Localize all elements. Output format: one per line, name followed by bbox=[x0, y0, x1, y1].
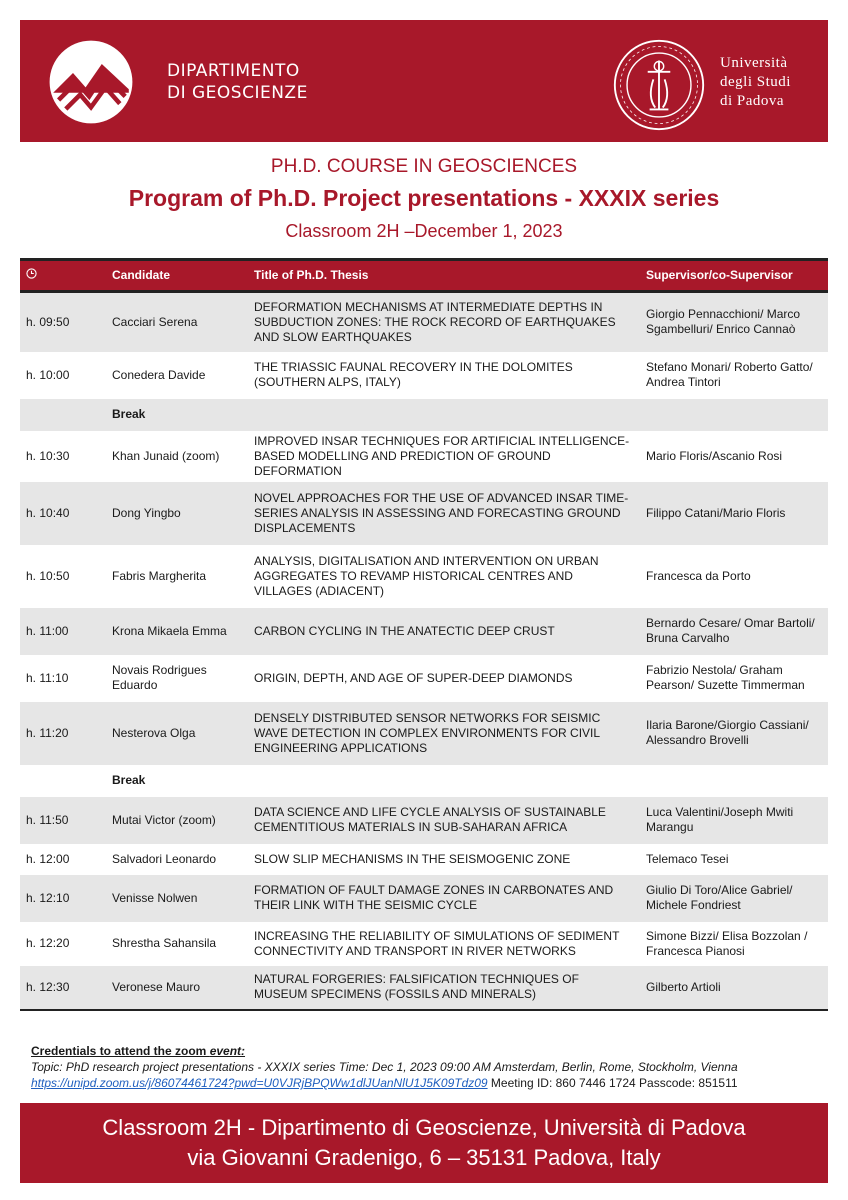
time-cell: h. 11:10 bbox=[26, 670, 69, 685]
time-cell: h. 09:50 bbox=[26, 314, 70, 329]
zoom-meeting-info: Meeting ID: 860 7446 1724 Passcode: 851511 bbox=[487, 1076, 738, 1090]
footer-line1: Classroom 2H - Dipartimento di Geoscienze, Università di Padova bbox=[102, 1115, 746, 1140]
table-row bbox=[20, 482, 828, 545]
time-cell: h. 12:30 bbox=[20, 966, 106, 1010]
supervisor-cell: Telemaco Tesei bbox=[646, 851, 729, 866]
time-cell: h. 11:50 bbox=[26, 812, 69, 827]
candidate-cell: Mutai Victor (zoom) bbox=[112, 812, 216, 827]
thesis-title-cell: DENSELY DISTRIBUTED SENSOR NETWORKS FOR SEISMIC WAVE DETECTION IN COMPLEX ENVIRONMENTS FOR CIVIL ENGINEERING APPLICATIONS bbox=[254, 710, 601, 755]
candidate-cell: Conedera Davide bbox=[112, 367, 206, 382]
time-cell: h. 10:30 bbox=[26, 448, 70, 463]
schedule-table bbox=[20, 258, 828, 1011]
time-cell bbox=[20, 399, 106, 431]
clock-icon bbox=[26, 268, 37, 279]
candidate-cell: Krona Mikaela Emma bbox=[112, 623, 227, 638]
supervisor-cell bbox=[640, 399, 828, 431]
university-name-line1: Università bbox=[720, 55, 788, 71]
candidate-cell: Venisse Nolwen bbox=[112, 890, 198, 905]
table-row bbox=[20, 545, 828, 608]
thesis-title-cell: FORMATION OF FAULT DAMAGE ZONES IN CARBONATES AND THEIR LINK WITH THE SEISMIC CYCLE bbox=[254, 883, 614, 912]
title-column-header: Title of Ph.D. Thesis bbox=[248, 260, 640, 292]
thesis-title-cell: NOVEL APPROACHES FOR THE USE OF ADVANCED INSAR TIME-SERIES ANALYSIS IN ASSESSING AND FORECASTING GROUND DISPLACEMENTS bbox=[254, 490, 629, 535]
break-row bbox=[20, 399, 828, 431]
footer-line2: via Giovanni Gradenigo, 6 – 35131 Padova, Italy bbox=[187, 1145, 661, 1170]
supervisor-cell: Gilberto Artioli bbox=[640, 966, 828, 1010]
time-cell bbox=[20, 765, 106, 797]
thesis-title-cell bbox=[248, 399, 640, 431]
supervisor-cell: Luca Valentini/Joseph Mwiti Marangu bbox=[646, 805, 794, 834]
supervisor-cell: Bernardo Cesare/ Omar Bartoli/ Bruna Carvalho bbox=[646, 616, 815, 645]
candidate-cell: Novais Rodrigues Eduardo bbox=[112, 663, 207, 692]
time-cell: h. 10:40 bbox=[26, 505, 70, 520]
zoom-heading-text: Credentials to attend the zoom bbox=[31, 1044, 210, 1058]
zoom-heading bbox=[31, 1043, 821, 1059]
time-cell: h. 11:00 bbox=[26, 623, 69, 638]
course-title: PH.D. COURSE IN GEOSCIENCES bbox=[270, 156, 578, 177]
candidate-cell: Break bbox=[112, 773, 146, 787]
break-row bbox=[20, 765, 828, 797]
thesis-title-cell: CARBON CYCLING IN THE ANATECTIC DEEP CRUST bbox=[254, 623, 555, 638]
thesis-title-cell bbox=[248, 765, 640, 797]
thesis-title-cell: THE TRIASSIC FAUNAL RECOVERY IN THE DOLOMITES (SOUTHERN ALPS, ITALY) bbox=[254, 360, 573, 389]
table-row bbox=[20, 797, 828, 844]
supervisor-cell: Stefano Monari/ Roberto Gatto/ Andrea Tintori bbox=[646, 360, 813, 389]
candidate-cell: Break bbox=[112, 407, 146, 421]
table-header-row bbox=[20, 260, 828, 292]
supervisor-cell: Fabrizio Nestola/ Graham Pearson/ Suzette Timmerman bbox=[646, 663, 805, 692]
supervisor-cell: Francesca da Porto bbox=[646, 568, 751, 583]
time-cell: h. 10:00 bbox=[26, 367, 70, 382]
table-row bbox=[20, 352, 828, 399]
zoom-credentials bbox=[31, 1043, 821, 1091]
program-title: Program of Ph.D. Project presentations - XXXIX series bbox=[128, 185, 720, 211]
title-block bbox=[0, 155, 848, 243]
supervisor-column-header: Supervisor/co-Supervisor bbox=[640, 260, 828, 292]
supervisor-cell: Giulio Di Toro/Alice Gabriel/ Michele Fondriest bbox=[646, 883, 793, 912]
candidate-cell: Dong Yingbo bbox=[112, 505, 181, 520]
time-cell: h. 12:10 bbox=[26, 890, 70, 905]
table-row bbox=[20, 431, 828, 482]
zoom-link-line bbox=[31, 1075, 821, 1091]
candidate-cell: Veronese Mauro bbox=[106, 966, 248, 1010]
table-row bbox=[20, 922, 828, 966]
thesis-title-cell: DATA SCIENCE AND LIFE CYCLE ANALYSIS OF SUSTAINABLE CEMENTITIOUS MATERIALS IN SUB-SAHARAN AFRICA bbox=[254, 805, 606, 834]
thesis-title-cell: INCREASING THE RELIABILITY OF SIMULATIONS OF SEDIMENT CONNECTIVITY AND TRANSPORT IN RIVER NETWORKS bbox=[254, 928, 620, 958]
thesis-title-cell: IMPROVED INSAR TECHNIQUES FOR ARTIFICIAL INTELLIGENCE-BASED MODELLING AND PREDICTION OF GROUND DEFORMATION bbox=[254, 433, 630, 478]
time-cell: h. 12:00 bbox=[26, 851, 70, 866]
thesis-title-cell: NATURAL FORGERIES: FALSIFICATION TECHNIQUES OF MUSEUM SPECIMENS (FOSSILS AND MINERALS) bbox=[248, 966, 640, 1010]
zoom-topic: Topic: PhD research project presentations - XXXIX series Time: Dec 1, 2023 09:00 AM Amsterdam, Berlin, Rome, Stockholm, Vienna bbox=[31, 1060, 738, 1074]
table-row bbox=[20, 292, 828, 352]
time-cell: h. 10:50 bbox=[26, 568, 70, 583]
time-cell: h. 11:20 bbox=[26, 725, 69, 740]
schedule-body bbox=[20, 292, 828, 1010]
candidate-column-header: Candidate bbox=[106, 260, 248, 292]
zoom-meeting-link[interactable]: https://unipd.zoom.us/j/86074461724?pwd=U0VJRjBPQWw1dlJUanNlU1J5K09Tdz09 bbox=[31, 1076, 488, 1090]
candidate-cell: Cacciari Serena bbox=[112, 314, 198, 329]
supervisor-cell: Mario Floris/Ascanio Rosi bbox=[646, 448, 783, 463]
department-name-line2: DI GEOSCIENZE bbox=[167, 83, 308, 103]
thesis-title-cell: DEFORMATION MECHANISMS AT INTERMEDIATE DEPTHS IN SUBDUCTION ZONES: THE ROCK RECORD OF EARTHQUAKES AND SLOW EARTHQUAKES bbox=[254, 299, 616, 344]
candidate-cell: Fabris Margherita bbox=[112, 568, 207, 583]
table-row bbox=[20, 875, 828, 922]
table-row bbox=[20, 608, 828, 655]
time-cell: h. 12:20 bbox=[26, 936, 70, 950]
time-column-header bbox=[20, 260, 106, 292]
candidate-cell: Salvadori Leonardo bbox=[112, 851, 217, 866]
footer-band bbox=[20, 1103, 828, 1183]
table-row bbox=[20, 655, 828, 702]
header-band bbox=[20, 20, 828, 142]
candidate-cell: Nesterova Olga bbox=[112, 725, 196, 740]
thesis-title-cell: ANALYSIS, DIGITALISATION AND INTERVENTION ON URBAN AGGREGATES TO REVAMP HISTORICAL CENTRES AND VILLAGES (ADIACENT) bbox=[254, 553, 599, 598]
university-seal-icon bbox=[612, 38, 706, 132]
supervisor-cell: Filippo Catani/Mario Floris bbox=[646, 505, 786, 520]
candidate-cell: Khan Junaid (zoom) bbox=[112, 448, 220, 463]
department-name bbox=[167, 60, 308, 104]
zoom-heading-emphasis: event: bbox=[209, 1044, 246, 1058]
supervisor-cell: Giorgio Pennacchioni/ Marco Sgambelluri/ Enrico Cannaò bbox=[646, 307, 801, 337]
thesis-title-cell: ORIGIN, DEPTH, AND AGE OF SUPER-DEEP DIAMONDS bbox=[254, 670, 573, 685]
university-name bbox=[720, 54, 791, 111]
table-row bbox=[20, 966, 828, 1010]
thesis-title-cell: SLOW SLIP MECHANISMS IN THE SEISMOGENIC ZONE bbox=[254, 851, 571, 866]
department-name-line1: DIPARTIMENTO bbox=[167, 61, 300, 81]
table-row bbox=[20, 702, 828, 765]
university-name-line2: degli Studi bbox=[720, 74, 791, 90]
department-logo-icon bbox=[46, 37, 136, 127]
supervisor-cell bbox=[640, 765, 828, 797]
supervisor-cell: Ilaria Barone/Giorgio Cassiani/ Alessandro Brovelli bbox=[646, 718, 809, 747]
supervisor-cell: Simone Bizzi/ Elisa Bozzolan / Francesca Pianosi bbox=[646, 928, 808, 958]
university-name-line3: di Padova bbox=[720, 93, 785, 109]
table-row bbox=[20, 844, 828, 875]
candidate-cell: Shrestha Sahansila bbox=[112, 936, 217, 950]
classroom-date: Classroom 2H –December 1, 2023 bbox=[285, 221, 563, 241]
